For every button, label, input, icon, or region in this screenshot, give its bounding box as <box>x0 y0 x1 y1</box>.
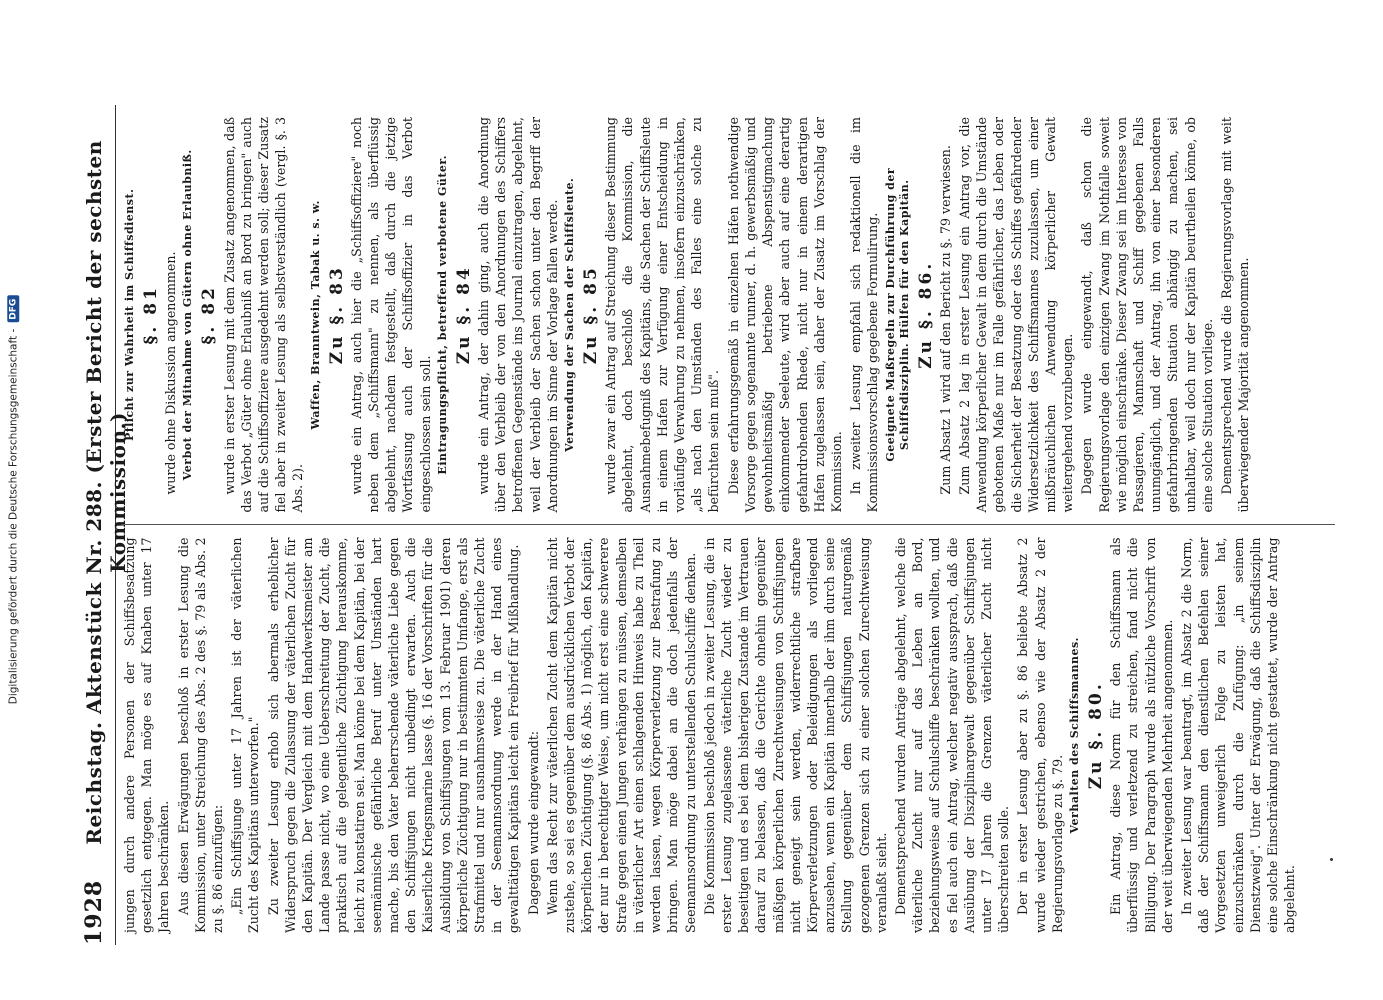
paragraph: Der in erster Lesung aber zu §. 86 beliebte Absatz 2 wurde wieder gestrichen, ebenso wie der Absatz 2 der Regierungsvorlage zu §. 79. <box>1015 537 1065 933</box>
section-heading: Zu §. 86. <box>915 260 936 369</box>
section-subtitle: Geeignete Maßregeln zur Durchführung der Schiffsdisziplin. Hülfen für den Kapitän. <box>883 167 911 462</box>
column-divider <box>121 525 1335 526</box>
section-heading: Zu §. 80. <box>1085 681 1106 790</box>
paragraph: Dagegen wurde eingewandt: <box>525 730 541 915</box>
left-column <box>121 526 1335 946</box>
right-column <box>121 105 1335 525</box>
paragraph: Ein Antrag, diese Norm für den Schiffsmann als überflüssig und verletzend zu streichen, fand nicht die Billigung. Der Paragraph wurde als nützliche Vorschrift von der weit überwiegenden Mehrheit angenommen. <box>1108 537 1175 933</box>
paragraph: Dagegen wurde eingewandt, daß schon die Regierungsvorlage den einzigen Zwang im Nothfalle soweit wie möglich einschränke. Dieser Zwang sei im Interesse von Passagieren, Mannschaft und Schiff gegebenen Falls unumgänglich, und der Antrag, ihn von einer besonderen gefahrbringenden Situation abhängig zu machen, sei unhaltbar, weil doch nur der Kapitän beurtheilen könne, ob eine solche Situation vorliege. <box>1079 117 1215 513</box>
section-heading: §. 81 <box>141 285 161 345</box>
section-heading: Zu §. 84 <box>453 265 474 365</box>
section-subtitle: Eintragungspflicht, betreffend verbotene Güter. <box>435 154 449 475</box>
paragraph: Zum Absatz 1 wird auf den Bericht zu §. 79 verwiesen. <box>937 145 953 495</box>
paragraph: wurde ohne Diskussion angenommen. <box>163 251 179 495</box>
document-page <box>75 85 1345 965</box>
paragraph: wurde zwar ein Antrag auf Streichung dieser Bestimmung abgelehnt, doch beschloß die Kommission, die Ausnahmebefugniß des Kapitäns, die Sachen der Schiffsleute in einem Hafen zur Verfügung einer Entscheidung in vorläufige Verwahrung zu nehmen, insofern einzuschränken, „als nach den Umständen des Falles eine solche zu befürchten sein muß". <box>603 117 722 513</box>
scan-speck <box>1330 858 1333 861</box>
page-number: 1928 <box>81 879 107 945</box>
running-title: Reichstag. Aktenstück Nr. 288. (Erster Bericht der sechsten Kommission.) <box>82 140 130 845</box>
credit-text: Digitalisierung gefördert durch die Deutsche Forschungsgemeinschaft - <box>7 328 19 705</box>
paragraph: Diese erfahrungsgemäß in einzelnen Häfen nothwendige Vorsorge gegen sogenannte runner, d. h. gewerbsmäßig und gewohnheitsmäßig betriebene Abspenstigmachung einkommender Seeleute, wird aber auch auf eine derartig gefahrdrohenden Rhede, nicht nur in einem derartigen Hafen zugelassen sein, daher der Zusatz im Vorschlag der Kommission. <box>725 117 844 513</box>
section-subtitle: Verbot der Mitnahme von Gütern ohne Erlaubniß. <box>181 149 195 481</box>
section-heading: Zu §. 83 <box>326 265 347 365</box>
text-columns <box>121 105 1335 945</box>
paragraph: Dementsprechend wurden Anträge abgelehnt, welche die väterliche Zucht nur auf das Leben an Bord, beziehungsweise auf Schulschiffe beschränken wollten, und es fiel auch ein Antrag, welcher negativ aussprach, daß die Ausübung der Disziplinargewalt gegenüber Schiffsjungen unter 17 Jahren die Grenzen väterlicher Zucht nicht überschreiten solle. <box>892 537 1012 933</box>
dfg-logo-icon: DFG <box>7 296 19 323</box>
section-subtitle: Verwendung der Sachen der Schiffsleute. <box>563 177 577 452</box>
paragraph: Wenn das Recht zur väterlichen Zucht dem Kapitän nicht zustehe, so sei es gegenüber dem ausdrücklichen Verbot der körperlichen Züchtigung (§. 86 Abs. 1) möglich, den Kapitän, der nur in berechtigter Weise, um nicht erst eine schwerere Strafe gegen einen Jungen verhängen zu müssen, demselben in väterlicher Art einen schlagenden Hinweis habe zu Theil werden lassen, wegen Körperverletzung zur Bestrafung zu bringen. Man möge dabei an die doch jedenfalls der Seemannsordnung zu unterstellenden Schulschiffe denken. <box>544 537 698 933</box>
section-subtitle: Waffen, Branntwein, Tabak u. s. w. <box>308 200 322 430</box>
paragraph: Zum Absatz 2 lag in erster Lesung ein Antrag vor, die Anwendung körperlicher Gewalt in dem durch die Umstände gebotenen Maße nur im Falle gefährlicher, das Leben oder die Sicherheit der Besatzung oder des Schiffes gefährdender Widersetzlichkeit des Schiffsmannes zuzulassen, um einer mißbräuchlichen Anwendung körperlicher Gewalt weitergehend vorzubeugen. <box>956 117 1076 513</box>
paragraph: jungen durch andere Personen der Schiffsbesatzung gesetzlich entgegen. Man möge es auf Knaben unter 17 Jahren beschränken. <box>122 537 172 933</box>
paragraph: Aus diesen Erwägungen beschloß in erster Lesung die Kommission, unter Streichung des Abs. 2 des §. 79 als Abs. 2 zu §. 86 einzufügen: <box>175 537 226 933</box>
section-subtitle: Verhalten des Schiffsmannes. <box>1067 637 1081 834</box>
section-subtitle: Pflicht zur Wahrheit im Schiffsdienst. <box>123 188 136 441</box>
paragraph: wurde ein Antrag, auch hier die „Schiffsoffiziere" noch neben dem „Schiffsmann" zu nennen, als überflüssig abgelehnt, nachdem festgestellt, daß durch die jetzige Wortfassung auch der Schiffsoffizier in das Verbot eingeschlossen sein soll. <box>348 117 433 513</box>
paragraph: Dementsprechend wurde die Regierungsvorlage mit weit überwiegender Majorität angenommen. <box>1218 117 1252 513</box>
paragraph: Zu zweiter Lesung erhob sich abermals erheblicher Widerspruch gegen die Zulassung der väterlichen Zucht für den Kapitän. Der Vergleich mit dem Handwerksmeister am Lande passe nicht, wo eine Ueberschreitung der Zucht, die praktisch auf die gelegentliche Züchtigung herauskomme, leicht zu konstatiren sei. Man könne bei dem Kapitän, bei der seemännische gefährliche Beruf unter Umständen hart mache, bis den Vater beherrschende väterliche Liebe gegen den Schiffsjungen nicht unbedingt erwarten. Auch die Kaiserliche Kriegsmarine lasse (§. 16 der Vorschriften für die Ausbildung von Schiffsjungen vom 13. Februar 1901) deren körperliche Züchtigung nur in bestimmtem Umfange, erst als Strafmittel und nur ausnahmsweise zu. Die väterliche Zucht in der Seemannsordnung werde in der Hand eines gewalttätigen Kapitäns leicht ein Freibrief für Mißhandlung. <box>265 537 522 933</box>
paragraph: wurde ein Antrag, der dahin ging, auch die Anordnung über den Verbleib der von den Anordnungen des Schiffers betroffenen Gegenstände ins Journal einzutragen, abgelehnt, weil der Verbleib der Sachen schon unter den Begriff der Anordnungen im Sinne der Vorlage fallen werde. <box>476 117 560 513</box>
paragraph: Die Kommission beschloß jedoch in zweiter Lesung, die in erster Lesung zugelassene väterliche Zucht wieder zu beseitigen und es bei dem bisherigen Zustande im Vertrauen darauf zu belassen, daß die Gerichte ohnehin gegenüber mäßigen körperlichen Zurechtweisungen von Schiffsjungen nicht geneigt sein werden, widerrechtliche strafbare Körperverletzungen oder Beleidigungen als vorliegend anzusehen, wenn ein Kapitän innerhalb der ihm durch seine Stellung gegenüber dem Schiffsjungen naturgemäß gezogenen Grenzen sich zu einer solchen Zurechtweisung veranlaßt sieht. <box>701 537 889 933</box>
quoted-provision: „Ein Schiffsjunge unter 17 Jahren ist der väterlichen Zucht des Kapitäns unterworfen." <box>229 537 262 933</box>
section-heading: §. 82 <box>199 285 220 345</box>
paragraph: wurde in erster Lesung mit dem Zusatz angenommen, daß das Verbot „Güter ohne Erlaubniß an Bord zu bringen" auch auf die Schiffsoffiziere ausgedehnt werden soll; dieser Zusatz fiel aber in zweiter Lesung als selbstverständlich (vergl. §. 3 Abs. 2). <box>221 117 306 513</box>
section-heading: Zu §. 85 <box>581 265 602 365</box>
paragraph: In zweiter Lesung empfahl sich redaktionell die im Kommissionsvorschlag gegebene Formulirung. <box>848 117 881 513</box>
paragraph: In zweiter Lesung war beantragt, im Absatz 2 die Norm, daß der Schiffsmann den dienstlichen Befehlen seiner Vorgesetzten unweigerlich Folge zu leisten hat, einzuschränken durch die Zufügung: „in seinem Dienstzweig". Unter der Erwägung, daß die Schiffsdisziplin eine solche Einschränkung nicht gestattet, wurde der Antrag abgelehnt. <box>1178 537 1298 933</box>
digitization-credit <box>3 0 23 1000</box>
